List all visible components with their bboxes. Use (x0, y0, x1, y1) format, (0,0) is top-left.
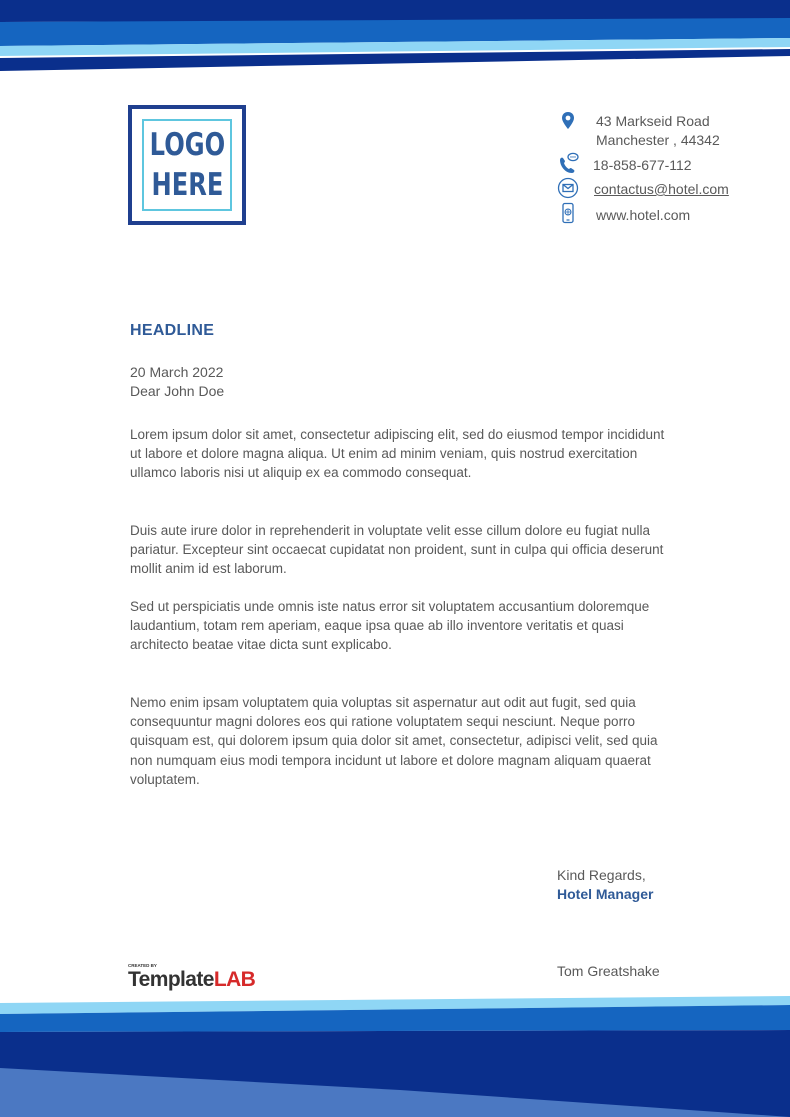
location-pin-icon (557, 110, 579, 132)
brand-name-part1: Template (128, 968, 214, 991)
logo-text (149, 125, 225, 205)
header-decorative-band (0, 0, 790, 75)
brand-name-part2: LAB (213, 968, 256, 991)
signer-name: Tom Greatshake (557, 963, 660, 979)
brand-created-by: CREATED BY (128, 963, 157, 968)
closing-text: Kind Regards, (557, 867, 646, 883)
email-link[interactable]: contactus@hotel.com (594, 181, 729, 197)
signer-title: Hotel Manager (557, 886, 654, 902)
letter-date: 20 March 2022 (130, 364, 224, 380)
email-icon (557, 177, 579, 199)
logo-placeholder (128, 105, 246, 225)
phone-icon (557, 152, 579, 174)
logo-line-2: HERE (151, 167, 223, 203)
letter-salutation: Dear John Doe (130, 383, 225, 399)
logo-inner-frame (142, 119, 232, 211)
templatelab-logo (128, 961, 268, 991)
body-paragraph: Duis aute irure dolor in reprehenderit in voluptate velit esse cillum dolore eu fugiat nulla pariatur. Excepteur sint occaecat cupidatat non proident, sunt in culpa qui officia deserunt mollit anim id est laborum. (130, 523, 664, 577)
address-line-1: 43 Markseid Road (596, 113, 710, 129)
letter-headline: HEADLINE (130, 322, 215, 339)
logo-line-1: LOGO (149, 127, 225, 163)
mobile-web-icon (557, 202, 579, 224)
brand-name (128, 968, 256, 991)
body-paragraph: Nemo enim ipsam voluptatem quia voluptas sit aspernatur aut odit aut fugit, sed quia consequuntur magni dolores eos qui ratione voluptatem sequi nesciunt. Neque porro quisquam est, qui dolorem ipsum quia dolor sit amet, consectetur, adipisci velit, sed quia non numquam eius modi tempora incidunt ut labore et dolore magnam aliquam quaerat voluptatem. (130, 695, 658, 787)
body-paragraph: Sed ut perspiciatis unde omnis iste natus error sit voluptatem accusantium doloremque laudantium, totam rem aperiam, eaque ipsa quae ab illo inventore veritatis et quasi architecto beatae vitae dicta sunt explicabo. (130, 599, 650, 653)
body-paragraph: Lorem ipsum dolor sit amet, consectetur adipiscing elit, sed do eiusmod tempor incididunt ut labore et dolore magna aliqua. Ut enim ad minim veniam, quis nostrud exercitation ullamco laboris nisi ut aliquip ex ea commodo consequat. (130, 427, 665, 481)
address-line-2: Manchester , 44342 (596, 132, 720, 148)
phone-number: 18-858-677-112 (593, 157, 692, 173)
footer-decorative-band (0, 992, 790, 1117)
website-link[interactable]: www.hotel.com (596, 207, 691, 223)
